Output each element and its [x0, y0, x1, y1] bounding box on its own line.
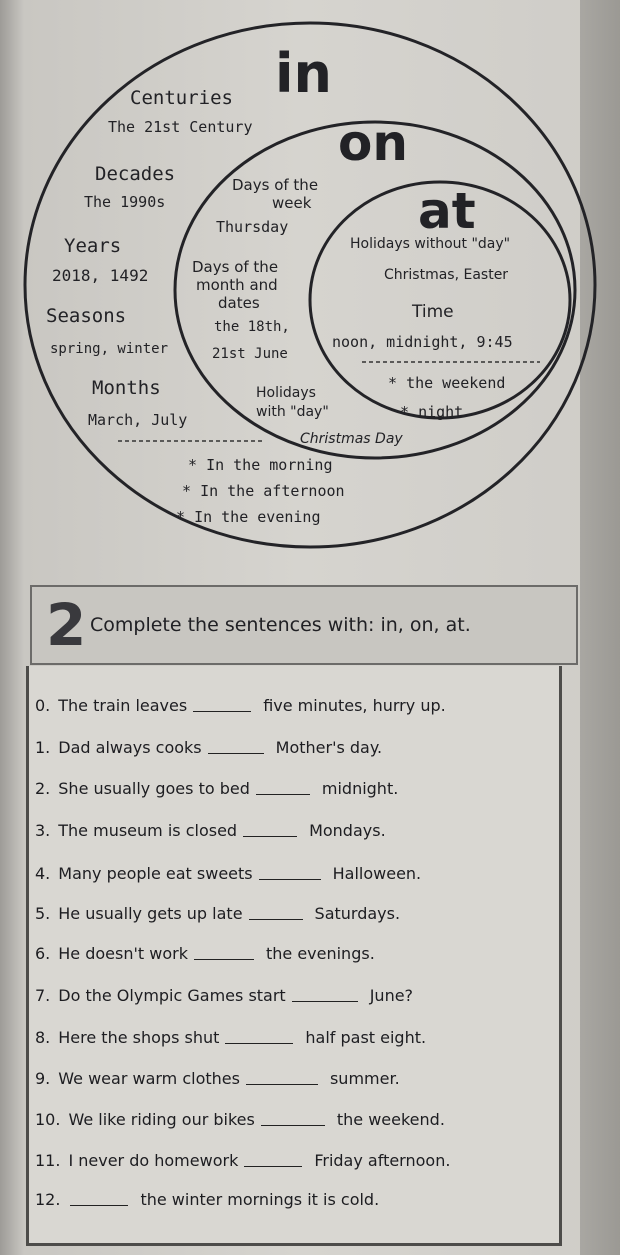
answer-blank-11[interactable] — [244, 1166, 302, 1167]
prepositions-venn-diagram — [0, 0, 600, 585]
answer-blank-8[interactable] — [225, 1043, 293, 1044]
exercise-sentences-box — [26, 666, 562, 1246]
answer-blank-5[interactable] — [249, 919, 303, 920]
sentence-1: 1. Dad always cooks Mother's day. — [35, 738, 383, 757]
sentence-8: 8. Here the shops shut half past eight. — [35, 1028, 427, 1047]
in-starred-evening: * In the evening — [176, 508, 321, 526]
answer-blank-3[interactable] — [243, 836, 297, 837]
in-label-seasons: Seasons — [46, 305, 127, 327]
answer-blank-12[interactable] — [70, 1205, 128, 1206]
answer-blank-0[interactable] — [193, 711, 251, 712]
answer-blank-6[interactable] — [194, 959, 254, 960]
in-starred-morning: * In the morning — [188, 456, 333, 474]
answer-blank-2[interactable] — [256, 794, 310, 795]
in-example-seasons: spring, winter — [50, 341, 169, 357]
exercise-instruction: Complete the sentences with: in, on, at. — [90, 614, 471, 636]
on-label-days-of-week: Days of the week — [232, 176, 319, 212]
in-label-centuries: Centuries — [130, 87, 233, 109]
in-example-years: 2018, 1492 — [52, 266, 149, 285]
at-starred-night: * night — [400, 403, 464, 421]
on-example-days-of-month: the 18th, 21st June — [212, 319, 290, 362]
in-starred-afternoon: * In the afternoon — [182, 482, 345, 500]
at-starred-weekend: * the weekend — [388, 374, 506, 392]
sentence-10: 10. We like riding our bikes the weekend. — [35, 1110, 445, 1129]
at-label-time: Time — [412, 302, 454, 322]
at-example-time: noon, midnight, 9:45 — [332, 333, 513, 351]
answer-blank-9[interactable] — [246, 1084, 318, 1085]
answer-blank-7[interactable] — [292, 1001, 358, 1002]
on-label-holidays-day: Holidays with "day" — [256, 385, 329, 420]
exercise-number: 2 — [46, 591, 87, 659]
in-label-years: Years — [64, 235, 122, 257]
in-example-months: March, July — [88, 411, 188, 429]
in-example-centuries: The 21st Century — [108, 118, 253, 136]
sentence-4: 4. Many people eat sweets Halloween. — [35, 864, 422, 883]
sentence-12: 12. the winter mornings it is cold. — [35, 1190, 380, 1209]
on-label-days-of-month: Days of the month and dates — [192, 258, 279, 312]
on-heading: on — [338, 114, 408, 172]
sentence-7: 7. Do the Olympic Games start June? — [35, 986, 414, 1005]
at-label-holidays: Holidays without "day" — [350, 236, 511, 252]
sentence-9: 9. We wear warm clothes summer. — [35, 1069, 400, 1088]
on-example-days-of-week: Thursday — [216, 218, 289, 236]
sentence-2: 2. She usually goes to bed midnight. — [35, 779, 399, 798]
in-example-decades: The 1990s — [84, 193, 166, 211]
sentence-5: 5. He usually gets up late Saturdays. — [35, 904, 401, 923]
in-label-months: Months — [92, 377, 161, 399]
answer-blank-4[interactable] — [259, 879, 321, 880]
in-heading: in — [275, 42, 332, 105]
sentence-6: 6. He doesn't work the evenings. — [35, 944, 375, 963]
in-label-decades: Decades — [95, 163, 176, 185]
answer-blank-1[interactable] — [208, 753, 264, 754]
exercise-header-panel — [30, 585, 578, 665]
on-example-holidays-day: Christmas Day — [300, 431, 403, 447]
at-heading: at — [418, 182, 476, 240]
answer-blank-10[interactable] — [261, 1125, 325, 1126]
sentence-3: 3. The museum is closed Mondays. — [35, 821, 386, 840]
sentence-0: 0. The train leaves five minutes, hurry up. — [35, 696, 446, 715]
at-example-holidays: Christmas, Easter — [384, 267, 509, 283]
sentence-11: 11. I never do homework Friday afternoon. — [35, 1151, 451, 1170]
